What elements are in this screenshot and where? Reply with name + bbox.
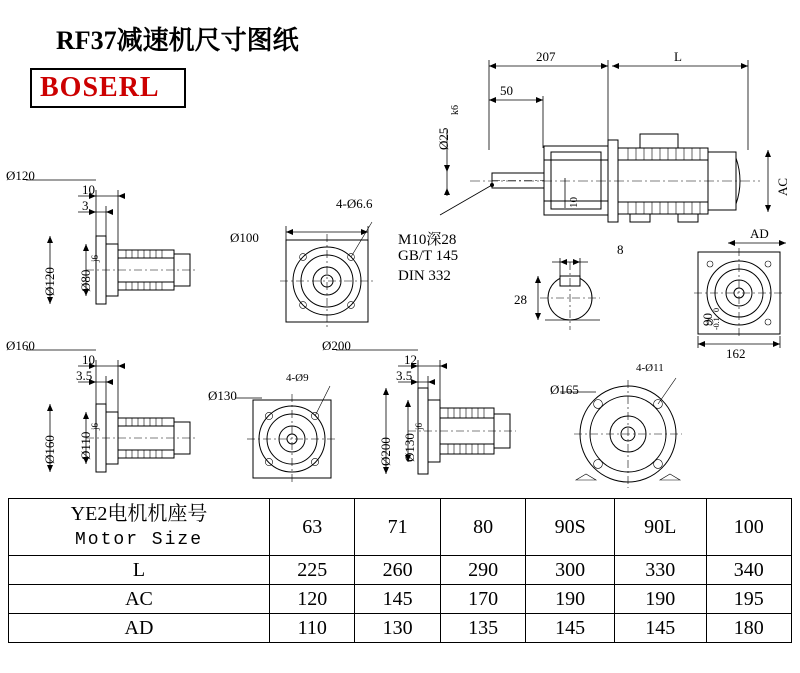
table-cell: 180 bbox=[706, 614, 792, 643]
view-f1-pilot-tol-label: j6 bbox=[90, 254, 100, 262]
table-cell: 145 bbox=[526, 614, 615, 643]
view-f2-holes-label: 4-Ø9 bbox=[286, 372, 309, 384]
table-row bbox=[9, 585, 792, 614]
row-label-AD: AD bbox=[9, 614, 270, 643]
row-label-AC: AC bbox=[9, 585, 270, 614]
shaft-diameter-label: Ø25 bbox=[436, 127, 451, 150]
dim-AC-label: AC bbox=[775, 177, 790, 196]
table-cell: 170 bbox=[440, 585, 525, 614]
table-cell: 260 bbox=[355, 556, 440, 585]
table-cell: 190 bbox=[614, 585, 706, 614]
dim-90-tol-upper: 0 bbox=[712, 308, 721, 312]
motor-size-cell: 90S bbox=[526, 499, 615, 556]
view-f2-flange-dia-label: Ø160 bbox=[42, 435, 57, 464]
dim-162-label: 162 bbox=[726, 346, 746, 361]
table-cell: 120 bbox=[270, 585, 355, 614]
view-f2-dim-10-label: 10 bbox=[82, 352, 95, 367]
table-cell: 330 bbox=[614, 556, 706, 585]
view-f1-bolt-circle-label: Ø100 bbox=[230, 230, 259, 245]
view-f3-flange-dia-label: Ø200 bbox=[378, 437, 393, 466]
table-cell: 145 bbox=[355, 585, 440, 614]
table-cell: 110 bbox=[270, 614, 355, 643]
view-f1-dim-3-label: 3 bbox=[82, 198, 89, 213]
table-cell: 130 bbox=[355, 614, 440, 643]
shaft-tolerance-label: k6 bbox=[450, 105, 461, 115]
view-f3-holes-label: 4-Ø11 bbox=[636, 362, 664, 374]
table-cell: 135 bbox=[440, 614, 525, 643]
table-cell: 340 bbox=[706, 556, 792, 585]
dim-AD-label: AD bbox=[750, 226, 769, 241]
view-f2-pilot-tol-label: j6 bbox=[90, 422, 100, 430]
table-cell: 290 bbox=[440, 556, 525, 585]
view-f1-outer-label: Ø120 bbox=[6, 168, 35, 183]
dim-90-tol-lower: -0.1 bbox=[712, 317, 721, 330]
view-f1-holes-label: 4-Ø6.6 bbox=[336, 196, 373, 211]
page-title: RF37减速机尺寸图纸 bbox=[56, 26, 299, 55]
table-row bbox=[9, 556, 792, 585]
view-f2-pilot-dia-label: Ø110 bbox=[78, 431, 93, 460]
table-header-cn: YE2电机机座号 bbox=[70, 503, 208, 525]
dim-50-label: 50 bbox=[500, 83, 513, 98]
table-header-row bbox=[9, 499, 792, 556]
dimension-table bbox=[8, 498, 792, 643]
table-row bbox=[9, 614, 792, 643]
view-f2-dim-3-5-label: 3.5 bbox=[76, 368, 93, 383]
thread-note-line1: M10深28 bbox=[398, 232, 457, 248]
table-cell: 300 bbox=[526, 556, 615, 585]
motor-size-cell: 80 bbox=[440, 499, 525, 556]
motor-size-cell: 90L bbox=[614, 499, 706, 556]
dim-207-label: 207 bbox=[536, 49, 556, 64]
dim-L-label: L bbox=[674, 49, 682, 64]
view-f3-pilot-tol-label: j6 bbox=[414, 422, 424, 430]
view-f3-bolt-circle-label: Ø165 bbox=[550, 382, 579, 397]
view-f3-dim-12-label: 12 bbox=[404, 352, 417, 367]
row-label-L: L bbox=[9, 556, 270, 585]
motor-size-cell: 100 bbox=[706, 499, 792, 556]
key-dim-28-label: 28 bbox=[514, 292, 527, 307]
table-cell: 195 bbox=[706, 585, 792, 614]
dim-90-label: 90 bbox=[700, 313, 715, 326]
motor-size-cell: 71 bbox=[355, 499, 440, 556]
thread-note-line2: GB/T 145 bbox=[398, 248, 459, 264]
key-dim-8-label: 8 bbox=[617, 242, 624, 257]
motor-size-cell: 63 bbox=[270, 499, 355, 556]
view-f2-bolt-circle-label: Ø130 bbox=[208, 388, 237, 403]
table-cell: 190 bbox=[526, 585, 615, 614]
table-cell: 145 bbox=[614, 614, 706, 643]
brand-logo-text: BOSERL bbox=[40, 72, 160, 103]
table-header-en: Motor Size bbox=[74, 530, 204, 550]
view-f3-outer-label: Ø200 bbox=[322, 338, 351, 353]
view-f3-dim-3-5-label: 3.5 bbox=[396, 368, 413, 383]
view-f1-dim-10-label: 10 bbox=[82, 182, 95, 197]
view-f1-pilot-dia-label: Ø80 bbox=[78, 269, 93, 292]
dim-10-main-label: 10 bbox=[568, 197, 580, 208]
view-f1-flange-dia-label: Ø120 bbox=[42, 267, 57, 296]
table-header-title bbox=[9, 499, 270, 556]
view-f2-outer-label: Ø160 bbox=[6, 338, 35, 353]
thread-note-line3: DIN 332 bbox=[398, 268, 451, 284]
view-f3-pilot-dia-label: Ø130 bbox=[402, 433, 417, 462]
table-cell: 225 bbox=[270, 556, 355, 585]
